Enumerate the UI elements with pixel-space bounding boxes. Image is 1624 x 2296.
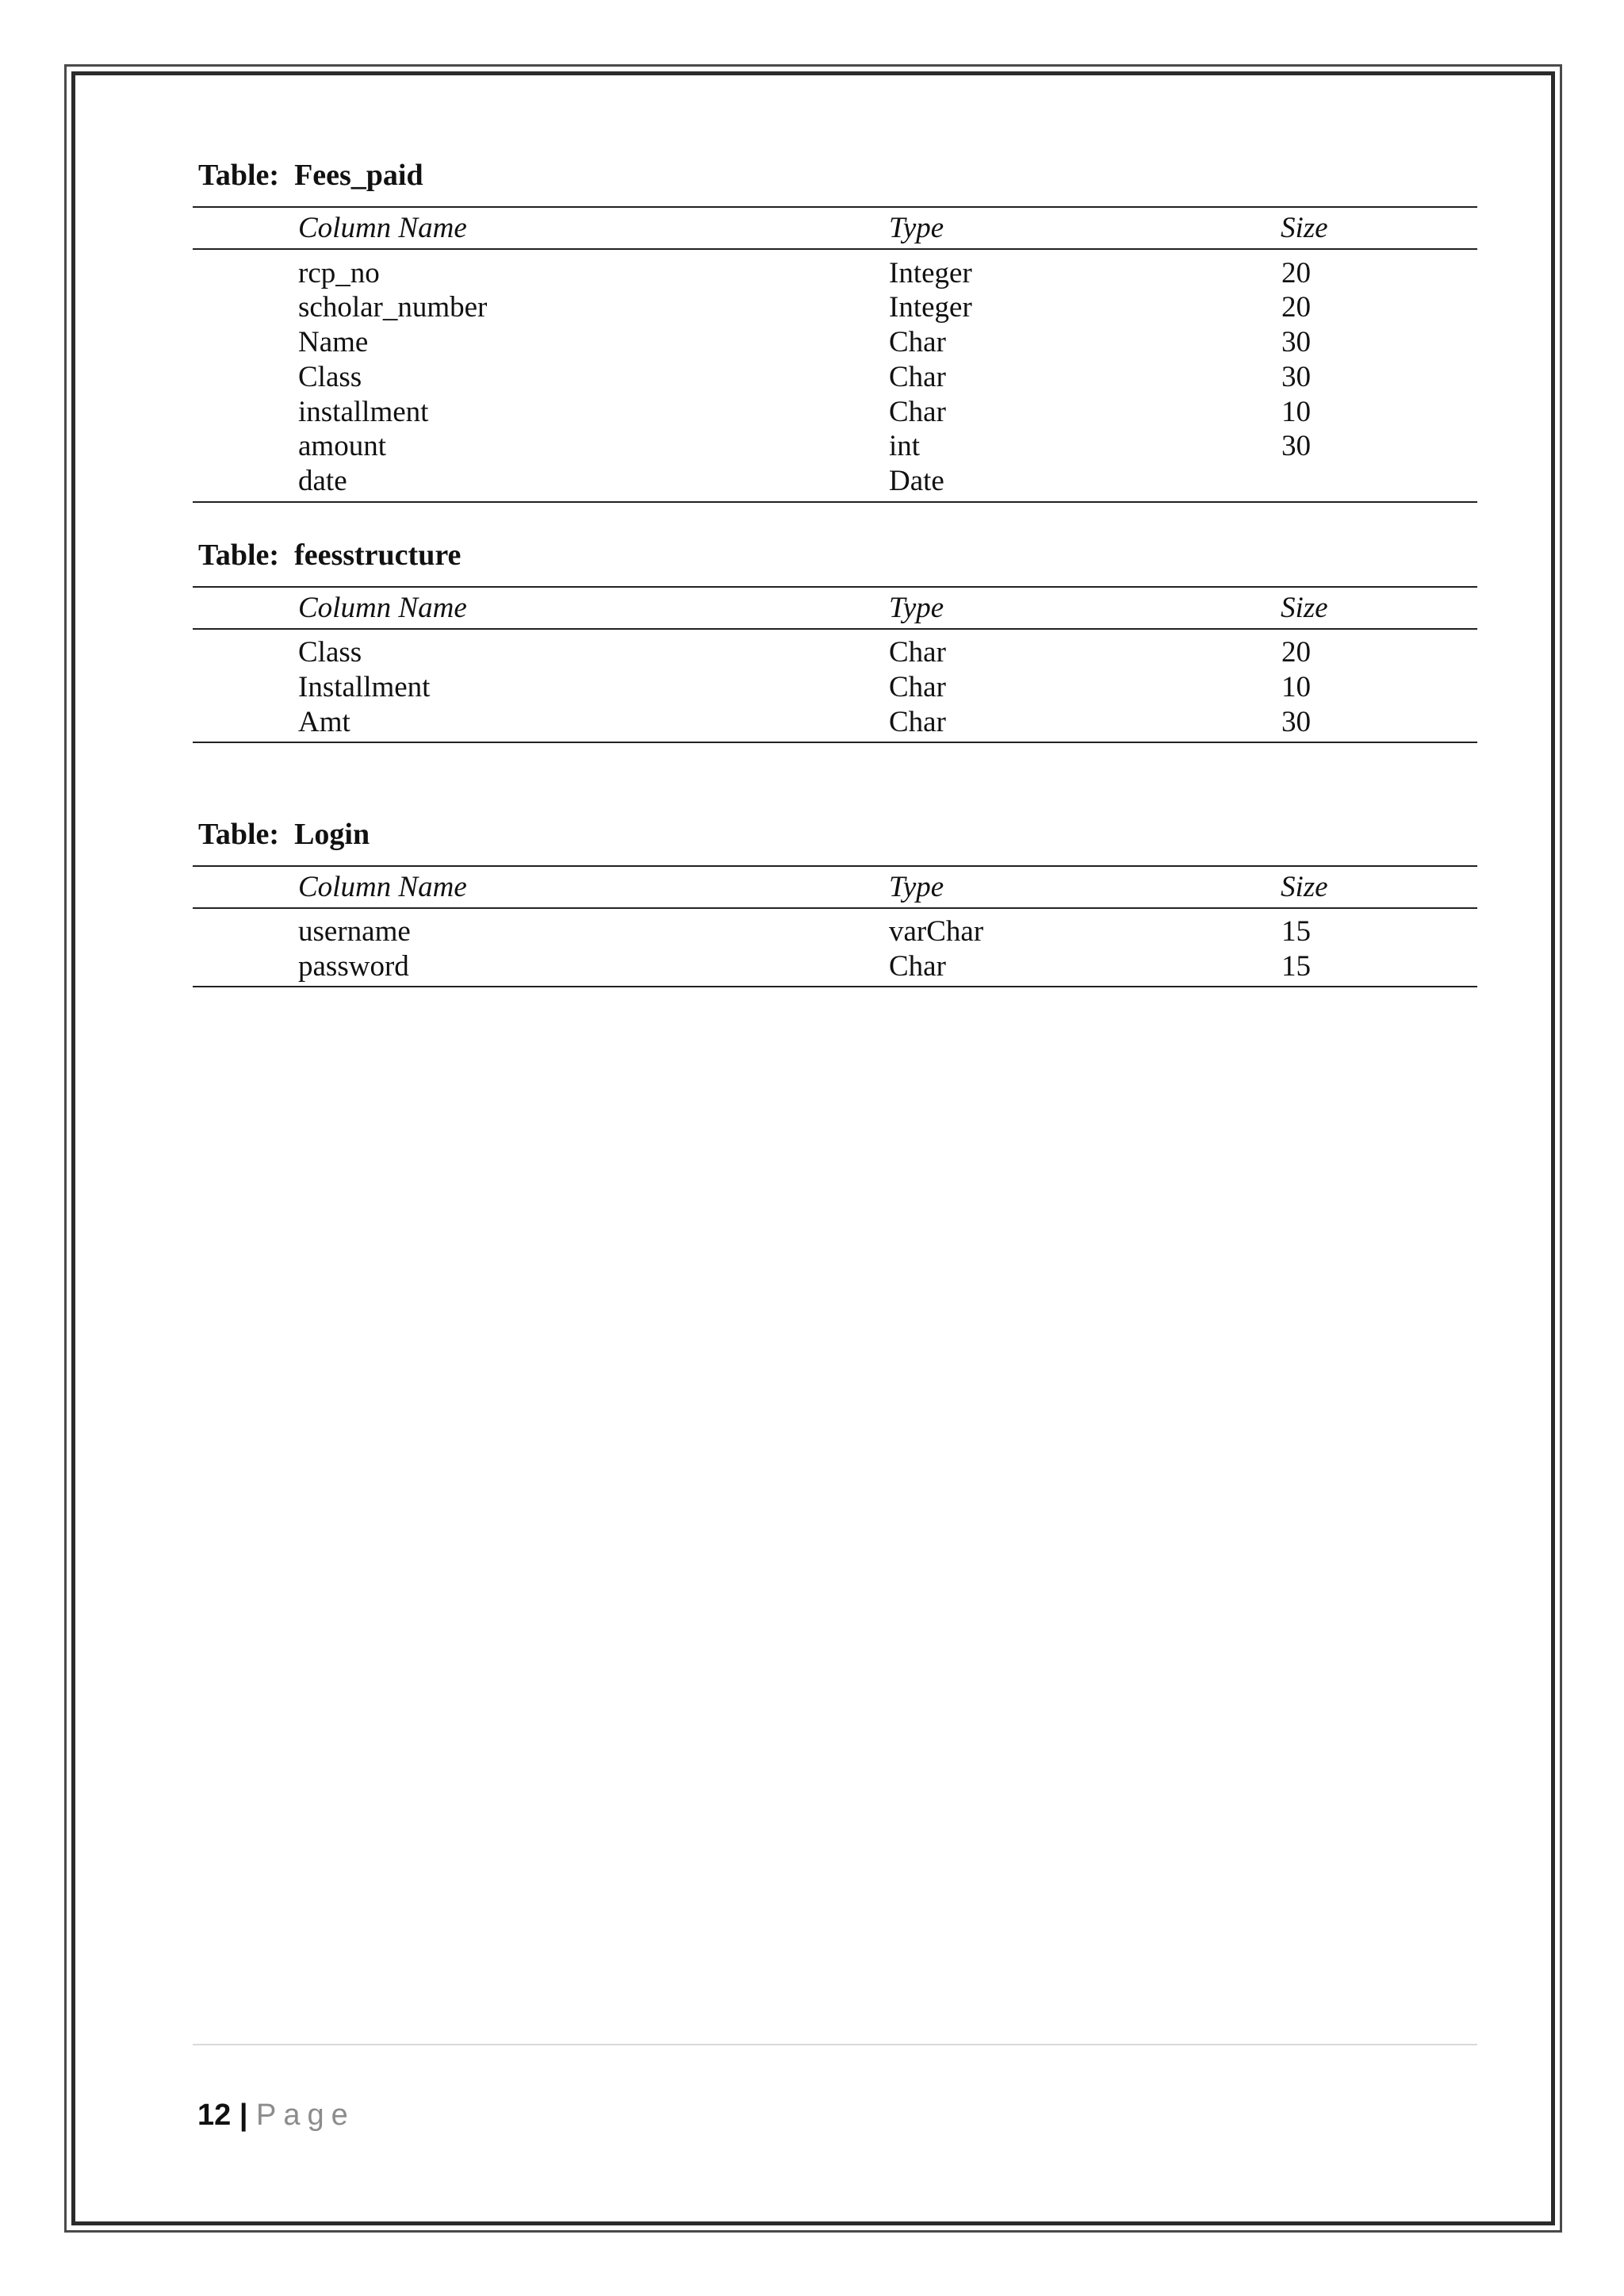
table-title: Table: feesstructure xyxy=(198,539,462,572)
table-bottom-rule xyxy=(193,742,1477,743)
table-top-rule xyxy=(193,206,1477,208)
cell-size: 15 xyxy=(1281,950,1311,983)
footer-rule xyxy=(193,2044,1477,2045)
table-header-rule xyxy=(193,907,1477,909)
cell-column-name: scholar_number xyxy=(298,291,488,324)
header-size: Size xyxy=(1281,871,1328,903)
cell-type: Integer xyxy=(889,291,972,324)
cell-size: 30 xyxy=(1281,430,1311,462)
header-column-name: Column Name xyxy=(298,212,467,244)
cell-column-name: Class xyxy=(298,361,362,393)
cell-column-name: Installment xyxy=(298,671,431,703)
cell-size: 20 xyxy=(1281,636,1311,669)
page-footer xyxy=(197,2098,355,2133)
cell-column-name: Name xyxy=(298,326,369,358)
table-top-rule xyxy=(193,586,1477,588)
header-type: Type xyxy=(889,871,944,903)
cell-type: int xyxy=(889,430,921,462)
cell-size: 30 xyxy=(1281,706,1311,738)
table-bottom-rule xyxy=(193,501,1477,503)
cell-size: 30 xyxy=(1281,361,1311,393)
cell-column-name: username xyxy=(298,915,411,948)
header-column-name: Column Name xyxy=(298,871,467,903)
cell-type: Date xyxy=(889,465,944,497)
header-type: Type xyxy=(889,592,944,624)
cell-column-name: Class xyxy=(298,636,362,669)
header-size: Size xyxy=(1281,212,1328,244)
table-title: Table: Login xyxy=(198,818,370,851)
page-number: 12 xyxy=(197,2099,232,2132)
cell-size: 15 xyxy=(1281,915,1311,948)
cell-type: Integer xyxy=(889,257,972,289)
cell-type: Char xyxy=(889,950,946,983)
header-column-name: Column Name xyxy=(298,592,467,624)
cell-size: 30 xyxy=(1281,326,1311,358)
cell-column-name: date xyxy=(298,465,347,497)
table-bottom-rule xyxy=(193,986,1477,987)
header-type: Type xyxy=(889,212,944,244)
cell-type: Char xyxy=(889,706,946,738)
cell-type: Char xyxy=(889,326,946,358)
cell-type: Char xyxy=(889,636,946,669)
page-separator: | xyxy=(231,2099,257,2132)
cell-size: 20 xyxy=(1281,291,1311,324)
cell-column-name: password xyxy=(298,950,409,983)
table-header-rule xyxy=(193,248,1477,250)
page-label: Page xyxy=(256,2099,355,2132)
cell-type: Char xyxy=(889,361,946,393)
cell-type: Char xyxy=(889,396,946,428)
table-title: Table: Fees_paid xyxy=(198,159,423,192)
cell-type: Char xyxy=(889,671,946,703)
cell-size: 20 xyxy=(1281,257,1311,289)
cell-column-name: installment xyxy=(298,396,429,428)
cell-column-name: amount xyxy=(298,430,386,462)
cell-size: 10 xyxy=(1281,396,1311,428)
table-top-rule xyxy=(193,865,1477,867)
table-header-rule xyxy=(193,628,1477,630)
cell-column-name: rcp_no xyxy=(298,257,380,289)
page-border-inner xyxy=(71,71,1555,2225)
cell-column-name: Amt xyxy=(298,706,350,738)
cell-type: varChar xyxy=(889,915,984,948)
cell-size: 10 xyxy=(1281,671,1311,703)
header-size: Size xyxy=(1281,592,1328,624)
